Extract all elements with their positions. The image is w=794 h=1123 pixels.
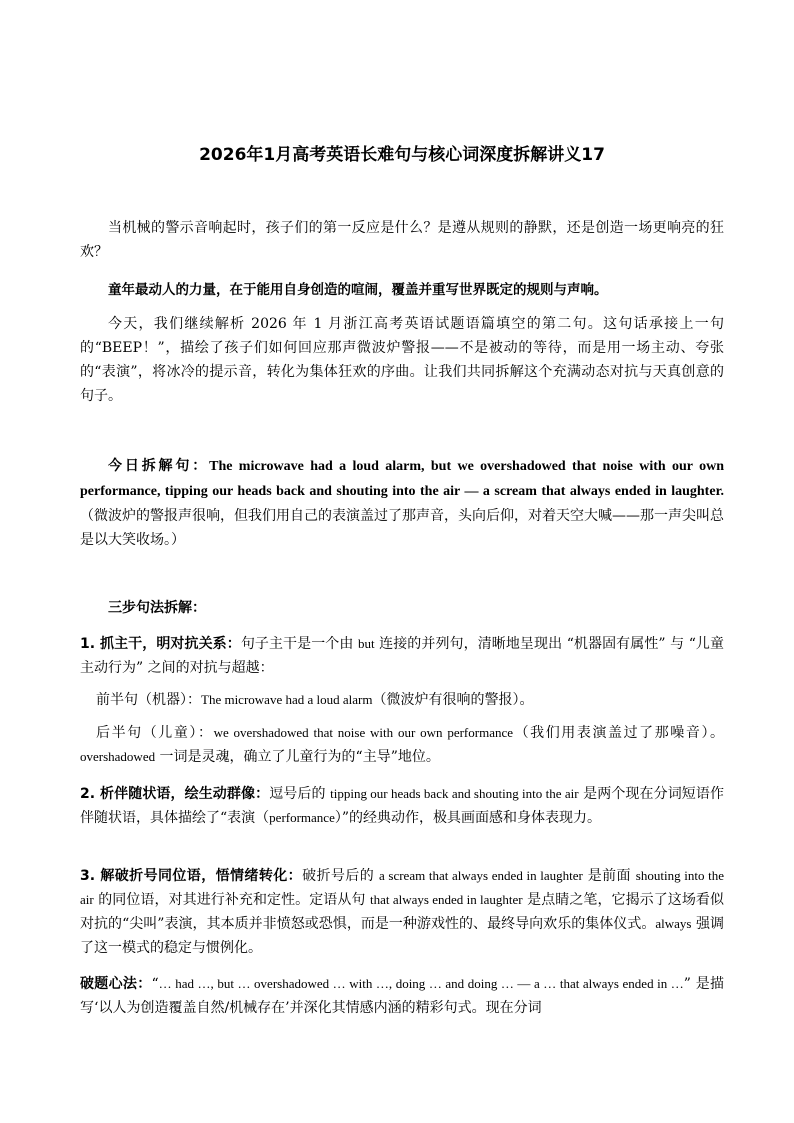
step-1-back-clause (80, 721, 724, 769)
step-2-english: tipping our heads back and shouting into the air (330, 786, 579, 801)
solving-tip-text: ” 是描写‘以人为创造覆盖自然/机械存在’并深化其情感内涵的精彩句式。现在分词 (80, 976, 725, 1016)
back-clause-label: 后半句（儿童）： (96, 725, 214, 741)
step-2-text: 逗号后的 (269, 786, 331, 802)
page-title: 2026年1月高考英语长难句与核心词深度拆解讲义17 (199, 145, 605, 165)
solving-tip-label: 破题心法： (80, 976, 152, 992)
key-sentence-english: The microwave had a loud alarm, but we overshadowed that noise with our own performance, tipping our heads back and shouting into the air — a scream that always ended in laughter. (80, 459, 724, 499)
step-3-english: a scream that always ended in laughter (378, 868, 583, 883)
step-1-text-2: 连接的并列句，清晰地呈现出 “机器固有属性” 与 “儿童主动行为” 之间的对抗与超越： (80, 636, 725, 676)
back-clause-keyword: overshadowed (80, 749, 156, 764)
step-1-front-clause (80, 688, 724, 712)
step-3-text: 破折号后的 (302, 868, 379, 884)
step-1 (80, 632, 724, 680)
step-2-text-3: ）”的经典动作，极具画面感和身体表现力。 (334, 810, 602, 826)
front-clause-label: 前半句（机器）： (96, 692, 201, 708)
front-clause-translation: （微波炉有很响的警报）。 (372, 692, 534, 708)
back-clause-english: we overshadowed that noise with our own performance (213, 725, 514, 740)
step-3-text-3: 的同位语，对其进行补充和定性。定语从句 (93, 892, 371, 908)
step-3-text-5: 强调了这一模式的稳定与惯例化。 (80, 916, 725, 956)
intro-paragraph-1: 当机械的警示音响起时，孩子们的第一反应是什么？是遵从规则的静默，还是创造一场更响亮的狂欢？ (80, 220, 724, 260)
key-sentence (80, 454, 724, 552)
intro-paragraph-3: 今天，我们继续解析 2026 年 1 月浙江高考英语试题语篇填空的第二句。这句话承接上一句的“BEEP！”，描绘了孩子们如何回应那声微波炉警报——不是被动的等待，而是用一场主动、夸张的“表演”，将冰冷的提示音，转化为集体狂欢的序曲。让我们共同拆解这个充满动态对抗与天真创意的句子。 (80, 316, 724, 404)
step-3-english-3: that always ended in laughter (370, 892, 523, 907)
step-3-label: 3. 解破折号同位语，悟情绪转化： (80, 868, 303, 884)
step-2-text-2: 是两个现在分词短语作伴随状语，具体描绘了“表演（ (80, 786, 724, 826)
step-3-english-4: always (655, 916, 692, 931)
back-clause-note: 一词是灵魂，确立了儿童行为的“主导”地位。 (155, 749, 440, 765)
key-sentence-translation: （微波炉的警报声很响，但我们用自己的表演盖过了那声音，头向后仰，对着天空大喊——那一声尖叫总是以大笑收场。） (80, 508, 724, 548)
solving-tip-quote-open: “ (151, 976, 159, 992)
step-2-label: 2. 析伴随状语，绘生动群像： (80, 786, 270, 802)
key-sentence-label: 今日拆解句： (108, 458, 210, 474)
intro-paragraph-2: 童年最动人的力量，在于能用自身创造的喧闹，覆盖并重写世界既定的规则与声响。 (108, 282, 608, 298)
step-1-conjunction: but (357, 636, 375, 651)
step-2-english-2: performance (269, 810, 335, 825)
step-1-label: 1. 抓主干，明对抗关系： (80, 636, 241, 652)
steps-heading: 三步句法拆解： (108, 600, 206, 616)
step-3-english-2: shouting into the air (80, 868, 725, 907)
step-2 (80, 782, 724, 830)
step-3-text-2: 是前面 (582, 868, 636, 884)
step-3 (80, 864, 724, 960)
back-clause-translation: （我们用表演盖过了那噪音）。 (513, 725, 725, 741)
step-3-text-4: 是点睛之笔，它揭示了这场看似对抗的“尖叫”表演，其本质并非愤怒或恐惧，而是一种游戏性的、最终导向欢乐的集体仪式。 (80, 892, 724, 932)
solving-tip (80, 972, 724, 1020)
step-1-text: 句子主干是一个由 (240, 636, 358, 652)
solving-tip-pattern: … had …, but … overshadowed … with …, doing … and doing … — a … that always ended in … (158, 976, 684, 991)
front-clause-english: The microwave had a loud alarm (201, 692, 373, 707)
